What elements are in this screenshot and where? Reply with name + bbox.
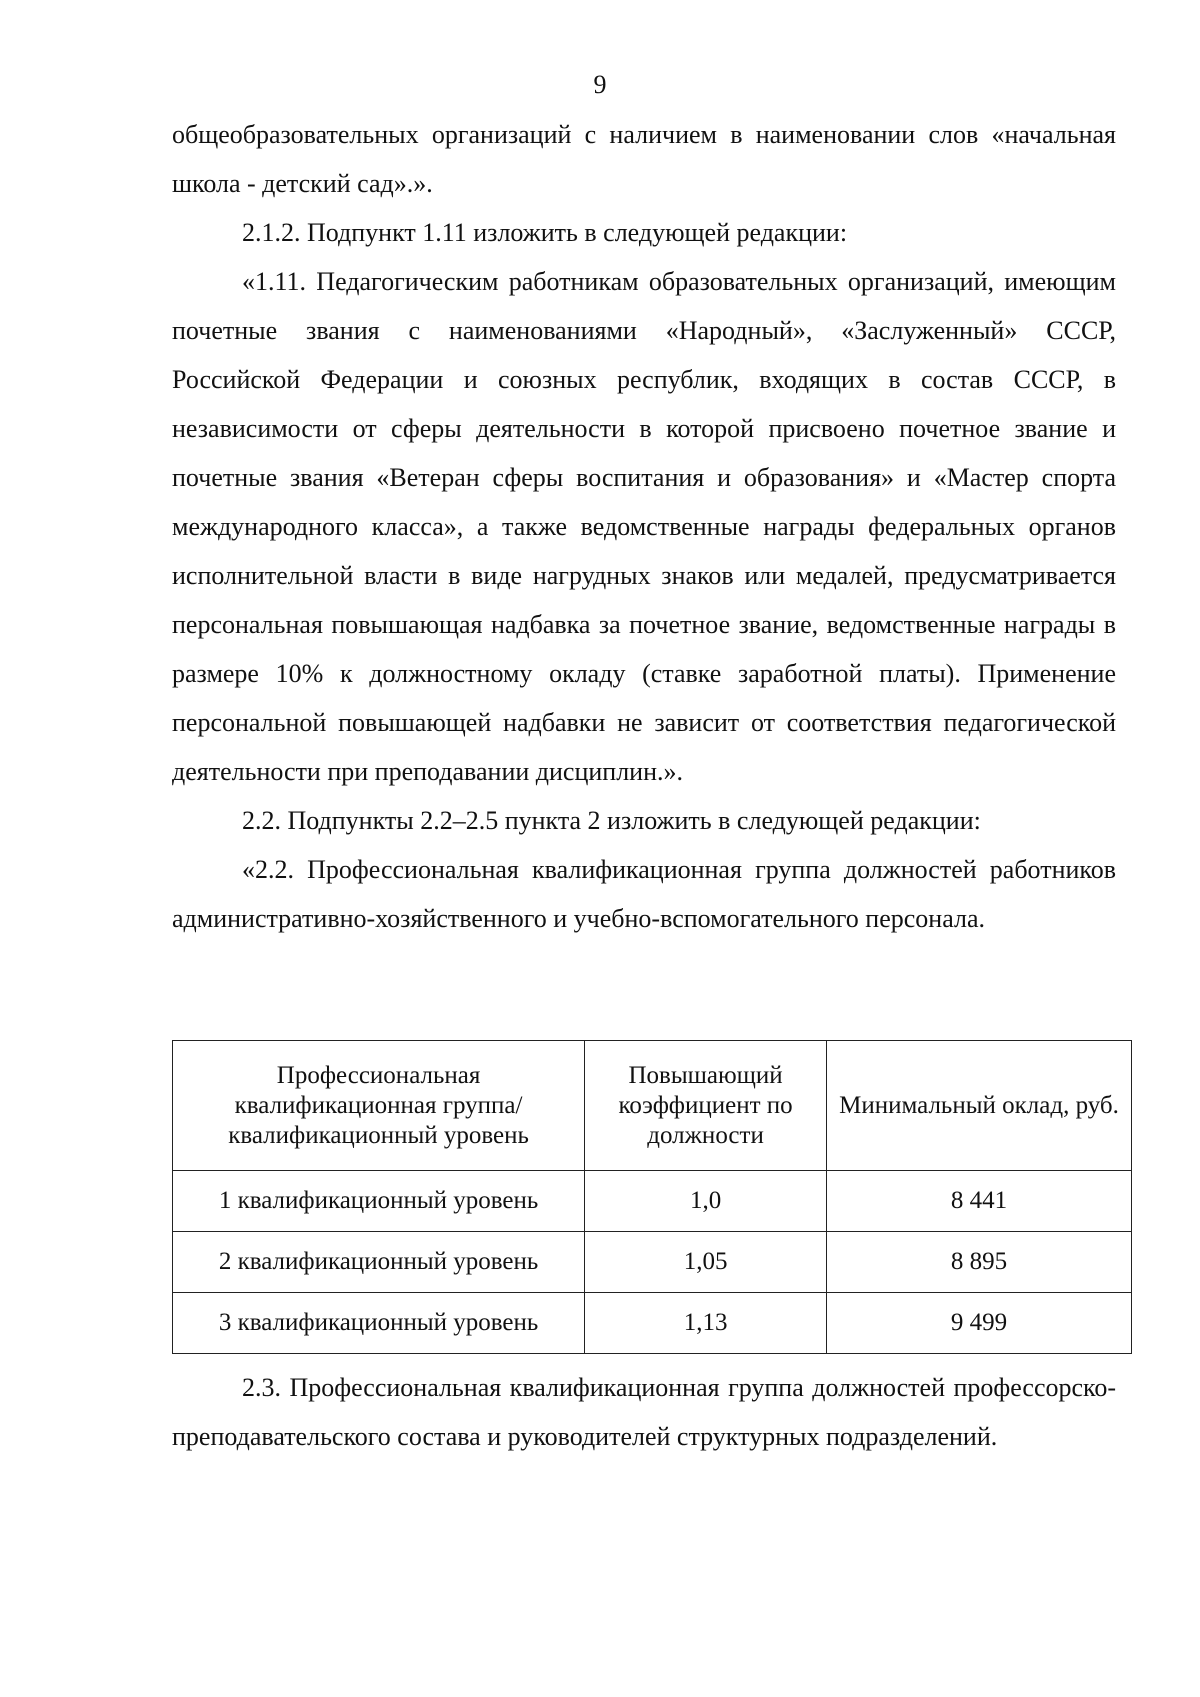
table-row — [173, 1232, 1132, 1293]
table-header-group: Профессиональная квалификационная группа/квалификационный уровень — [173, 1041, 585, 1171]
paragraph-2-2-intro: 2.2. Подпункты 2.2–2.5 пункта 2 изложить в следующей редакции: — [242, 806, 981, 835]
table-header-row — [173, 1041, 1132, 1171]
qualification-table — [172, 1040, 1132, 1354]
text-block-top — [172, 110, 1116, 943]
table-cell-level: 1 квалификационный уровень — [173, 1171, 585, 1232]
table-cell-coefficient: 1,13 — [585, 1293, 827, 1354]
table-cell-salary: 8 895 — [827, 1232, 1132, 1293]
page-number: 9 — [593, 70, 607, 99]
paragraph-2-1-2: 2.1.2. Подпункт 1.11 изложить в следующей редакции: — [242, 218, 848, 247]
paragraph-1-11: «1.11. Педагогическим работникам образовательных организаций, имеющим почетные звания с наименованиями «Народный», «Заслуженный» СССР, Российской Федерации и союзных республик, входящих в состав СССР, в независимости от сферы деятельности в которой присвоено почетное звание и почетные звания «Ветеран сферы воспитания и образования» и «Мастер спорта международного класса», а также ведомственные награды федеральных органов исполнительной власти в виде нагрудных знаков или медалей, предусматривается персональная повышающая надбавка за почетное звание, ведомственные награды в размере 10% к должностному окладу (ставке заработной платы). Применение персональной повышающей надбавки не зависит от соответствия педагогической деятельности при преподавании дисциплин.». — [172, 267, 1116, 786]
table-row — [173, 1171, 1132, 1232]
table-cell-coefficient: 1,0 — [585, 1171, 827, 1232]
paragraph-continuation: общеобразовательных организаций с наличием в наименовании слов «начальная школа - детский сад».». — [172, 120, 1116, 198]
paragraph-2-3: 2.3. Профессиональная квалификационная группа должностей профессорско-преподавательского состава и руководителей структурных подразделений. — [172, 1373, 1116, 1451]
table-cell-coefficient: 1,05 — [585, 1232, 827, 1293]
table-cell-salary: 8 441 — [827, 1171, 1132, 1232]
table-cell-salary: 9 499 — [827, 1293, 1132, 1354]
paragraph-2-2: «2.2. Профессиональная квалификационная группа должностей работников административно-хозяйственного и учебно-вспомогательного персонала. — [172, 855, 1116, 933]
table-header-coefficient: Повышающий коэффициент по должности — [585, 1041, 827, 1171]
table-cell-level: 2 квалификационный уровень — [173, 1232, 585, 1293]
table-cell-level: 3 квалификационный уровень — [173, 1293, 585, 1354]
text-block-bottom — [172, 1363, 1116, 1461]
table-header-salary: Минимальный оклад, руб. — [827, 1041, 1132, 1171]
table-row — [173, 1293, 1132, 1354]
